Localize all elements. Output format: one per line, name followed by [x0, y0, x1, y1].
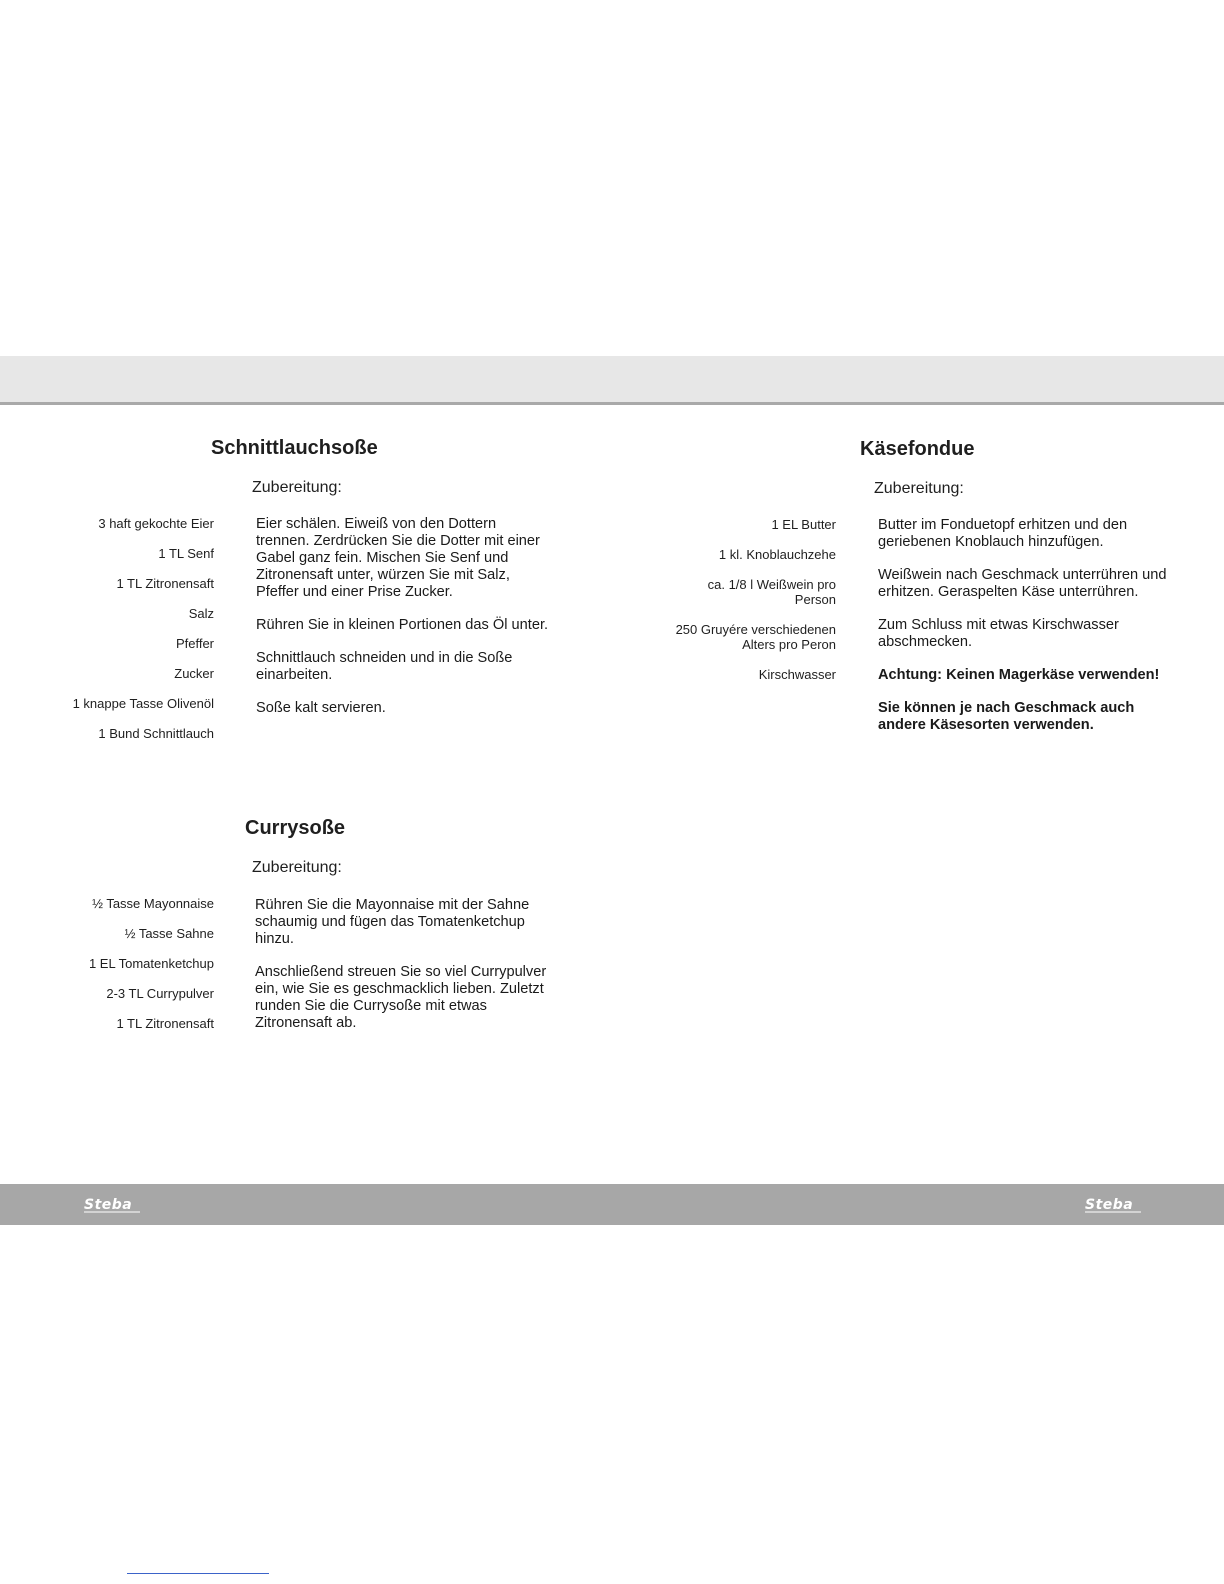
ingredient: 1 EL Butter: [771, 517, 836, 532]
ingredient-list: [636, 517, 836, 682]
recipe-title: Schnittlauchsoße: [211, 437, 378, 459]
step: Eier schälen. Eiweiß von den Dottern trennen. Zerdrücken Sie die Dotter mit einer Gabel ganz fein. Mischen Sie Senf und Zitronensaft unter, würzen Sie mit Salz, Pfeffer und einer Prise Zucker.: [256, 516, 540, 600]
ingredient: Kirschwasser: [758, 667, 836, 682]
ingredient: 1 knappe Tasse Olivenöl: [72, 696, 214, 711]
steba-logo: [82, 1195, 146, 1215]
preparation-steps: [878, 517, 1178, 750]
ingredient: 1 Bund Schnittlauch: [98, 726, 214, 741]
step: Soße kalt servieren.: [256, 700, 386, 716]
logo-text: Steba: [1085, 1197, 1134, 1213]
recipe-title: Käsefondue: [860, 438, 975, 460]
recipe-title: Currysoße: [245, 817, 346, 839]
ingredient: Salz: [188, 606, 214, 621]
header-band: [0, 356, 1224, 405]
ingredient: 250 Gruyére verschiedenen Alters pro Peron: [675, 622, 836, 652]
ingredient: Zucker: [174, 666, 214, 681]
step: Butter im Fonduetopf erhitzen und den geriebenen Knoblauch hinzufügen.: [878, 517, 1128, 550]
step: Zum Schluss mit etwas Kirschwasser abschmecken.: [878, 617, 1119, 650]
preparation-steps: [255, 897, 551, 1048]
step: Weißwein nach Geschmack unterrühren und erhitzen. Geraspelten Käse unterrühren.: [878, 567, 1167, 600]
ingredient: 3 haft gekochte Eier: [98, 516, 214, 531]
ingredient-list: [89, 896, 214, 1031]
ingredient-list: [73, 516, 214, 741]
ingredient: 1 EL Tomatenketchup: [88, 956, 214, 971]
ingredient: 1 TL Senf: [158, 546, 214, 561]
ingredient: ½ Tasse Sahne: [124, 926, 214, 941]
link-underline: [127, 1573, 269, 1574]
prep-label: Zubereitung:: [252, 479, 342, 496]
tip-note: Sie können je nach Geschmack auch andere Käsesorten verwenden.: [878, 700, 1135, 733]
ingredient: ca. 1/8 l Weißwein pro Person: [707, 577, 836, 607]
step: Rühren Sie die Mayonnaise mit der Sahne schaumig und fügen das Tomatenketchup hinzu.: [255, 897, 530, 947]
steba-logo: [1083, 1195, 1147, 1215]
ingredient: Pfeffer: [175, 636, 214, 651]
prep-label: Zubereitung:: [252, 859, 342, 876]
ingredient: ½ Tasse Mayonnaise: [92, 896, 214, 911]
prep-label: Zubereitung:: [874, 480, 964, 497]
step: Rühren Sie in kleinen Portionen das Öl unter.: [256, 617, 549, 633]
preparation-steps: [256, 516, 552, 733]
ingredient: 2-3 TL Currypulver: [106, 986, 214, 1001]
ingredient: 1 TL Zitronensaft: [116, 576, 214, 591]
ingredient: 1 kl. Knoblauchzehe: [718, 547, 836, 562]
step: Schnittlauch schneiden und in die Soße einarbeiten.: [256, 650, 513, 683]
logo-text: Steba: [84, 1197, 133, 1213]
step: Anschließend streuen Sie so viel Currypulver ein, wie Sie es geschmacklich lieben. Zuletzt runden Sie die Currysoße mit etwas Zitronensaft ab.: [255, 964, 547, 1031]
ingredient: 1 TL Zitronensaft: [116, 1016, 214, 1031]
footer-band: [0, 1184, 1224, 1225]
warning-note: Achtung: Keinen Magerkäse verwenden!: [878, 667, 1160, 683]
